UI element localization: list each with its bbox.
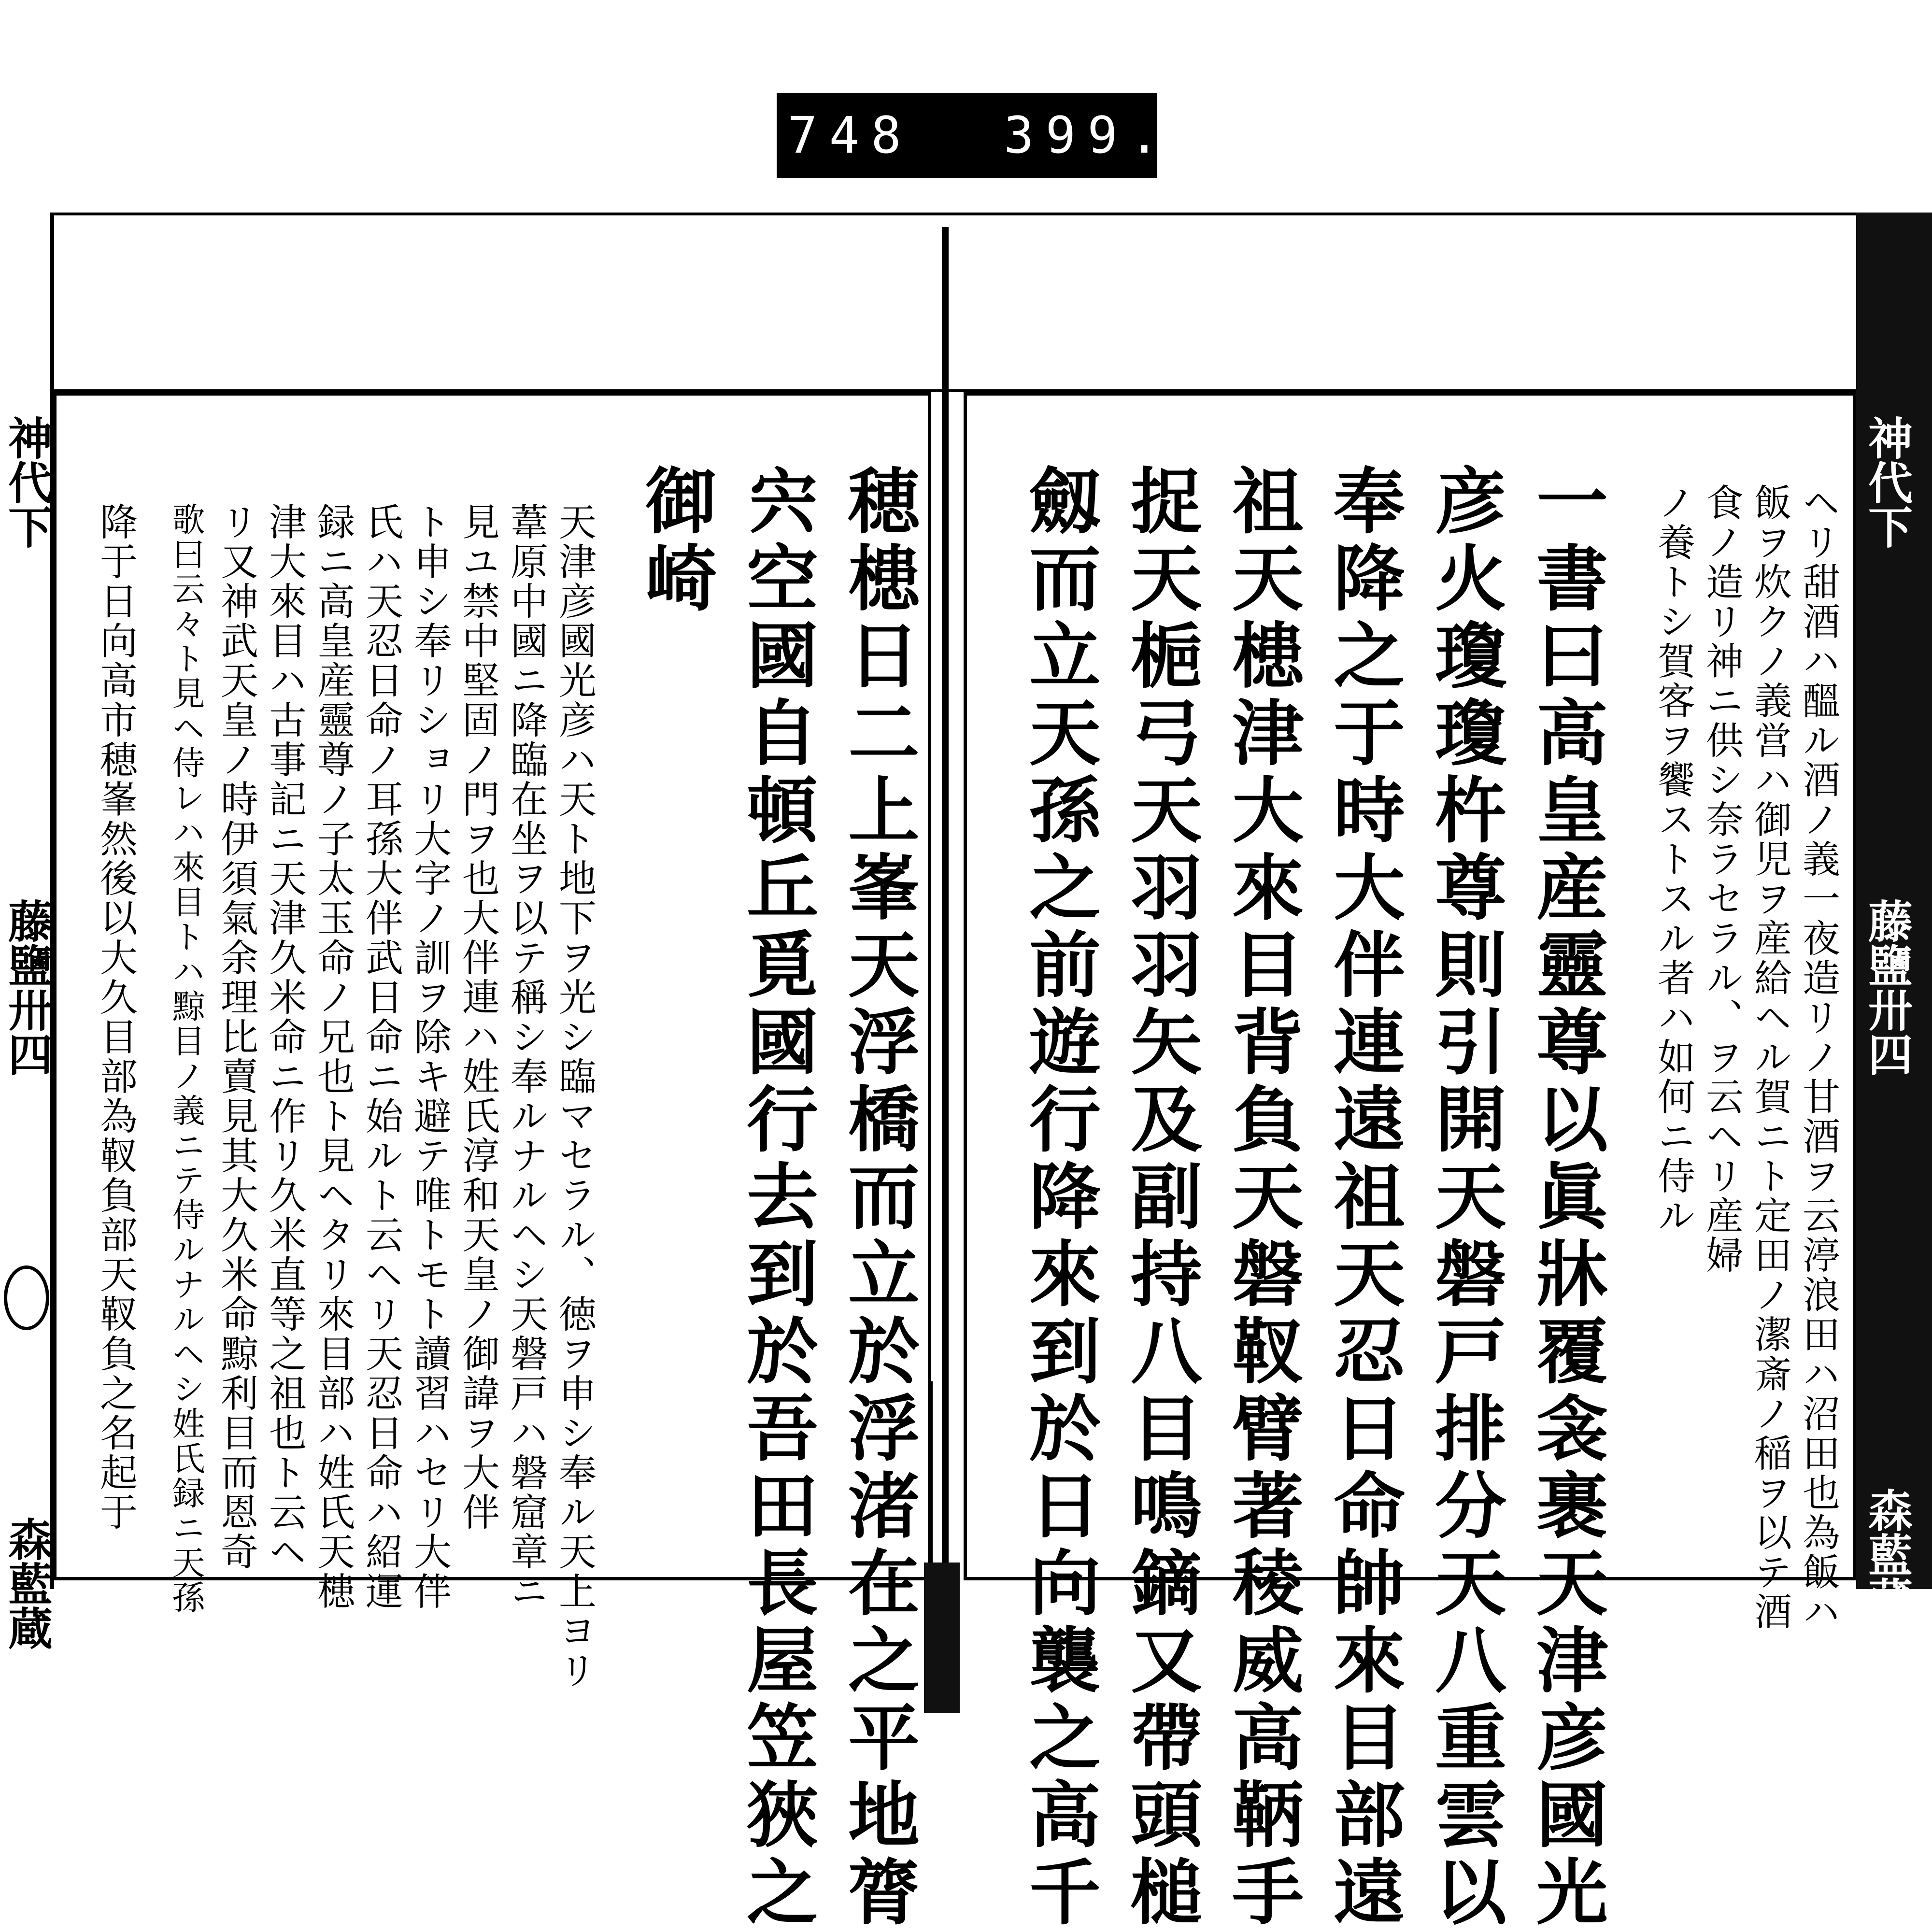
left-main-col-3: 御崎 <box>634 464 718 618</box>
right-main-col-5: 捉天梔弓天羽羽矢及副持八目鳴鏑又帶頭槌 <box>1119 464 1203 1932</box>
right-note-col-4: ノ養トシ賀客ヲ饗ストスル者ハ如何ニ侍ル <box>1651 483 1695 1236</box>
right-note-col-1: ヘリ甜酒ハ醞ル酒ノ義一夜造リノ甘酒ヲ云渟浪田ハ沼田也為飯ハ <box>1796 483 1840 1632</box>
left-note-col-5: 氏ハ天忍日命ノ耳孫大伴武日命ニ始ルト云ヘリ天忍日命ハ紹運 <box>359 502 403 1611</box>
left-note-col-4: ト申シ奉リショリ大字ノ訓ヲ除キ避テ唯トモト讀習ハセリ大伴 <box>408 502 451 1611</box>
left-note-col-8: リ又神武天皇ノ時伊須氣余理比賣見其大久米命黥利目而恩奇 <box>214 502 258 1572</box>
binding-cord-2 <box>929 1381 933 1565</box>
left-note-col-2: 葦原中國ニ降臨在坐ヲ以テ稱シ奉ルナルヘシ天磐戸ハ磐窟章ニ <box>504 502 548 1611</box>
right-edge-collection: 森藍蔵 <box>1861 1488 1913 1621</box>
left-note-col-10: 降于日向高市穂峯然後以大久目部為靫負部天靫負之名起于 <box>94 502 137 1532</box>
left-note-col-3: 見ユ禁中堅固ノ門ヲ也大伴連ハ姓氏淳和天皇ノ御諱ヲ大伴 <box>456 502 499 1532</box>
call-number-left: 748 <box>787 106 913 165</box>
right-main-col-6: 劔而立天孫之前遊行降來到於日向襲之高千 <box>1018 464 1102 1932</box>
left-main-col-2: 宍空國自頓丘覓國行去到於吾田長屋笠狹之 <box>735 464 819 1932</box>
right-main-col-4: 祖天槵津大來目背負天磐靫臂著稜威高鞆手 <box>1221 464 1305 1932</box>
right-note-col-2: 飯ヲ炊クノ義営ハ御児ヲ産給ヘル賀ニト定田ノ潔斎ノ稲ヲ以テ酒 <box>1748 483 1791 1632</box>
right-edge-title: 神代下 <box>1861 415 1913 549</box>
right-main-col-3: 奉降之于時大伴連遠祖天忍日命帥來目部遠 <box>1322 464 1406 1932</box>
right-note-col-3: 食ノ造リ神ニ供シ奈ラセラル、ヲ云ヘリ産婦 <box>1700 483 1743 1275</box>
left-edge-subtitle: 藤鹽卅四 <box>1 898 53 1076</box>
right-main-col-2: 彦火瓊瓊杵尊則引開天磐戸排分天八重雲以 <box>1423 464 1507 1932</box>
left-edge-fishtail-mark <box>4 1265 49 1330</box>
left-edge-title: 神代下 <box>1 415 53 549</box>
left-note-col-9: 歌曰云々ト見ヘ侍レハ來目トハ黥目ノ義ニテ侍ルナルヘシ姓氏録ニ天孫 <box>167 502 205 1615</box>
right-edge-subtitle: 藤鹽卅四 <box>1861 898 1913 1076</box>
right-main-col-1: 一書曰高皇産靈尊以眞牀覆衾裹天津彦國光 <box>1525 464 1609 1932</box>
left-note-col-6: 録ニ高皇産靈尊ノ子太玉命ノ兄也ト見ヘタリ來目部ハ姓氏天槵 <box>311 502 355 1611</box>
left-note-col-1: 天津彦國光彦ハ天ト地下ヲ光シ臨マセラル、徳ヲ申シ奉ル天上ヨリ <box>553 502 596 1690</box>
call-number-right: 399. <box>1004 106 1171 165</box>
left-note-col-7: 津大來目ハ古事記ニ天津久米命ニ作リ久米直等之祖也ト云ヘ <box>263 502 306 1572</box>
right-page-edge <box>1856 213 1932 1621</box>
left-page-edge <box>0 213 54 1650</box>
call-number-label <box>777 93 1171 178</box>
left-main-col-1: 穂槵日二上峯天浮橋而立於浮渚在之平地膂 <box>837 464 921 1932</box>
binding-cord <box>942 227 949 1579</box>
binding-tassel <box>924 1563 960 1713</box>
left-edge-collection: 森藍蔵 <box>1 1517 53 1650</box>
top-margin-area <box>0 213 1903 392</box>
